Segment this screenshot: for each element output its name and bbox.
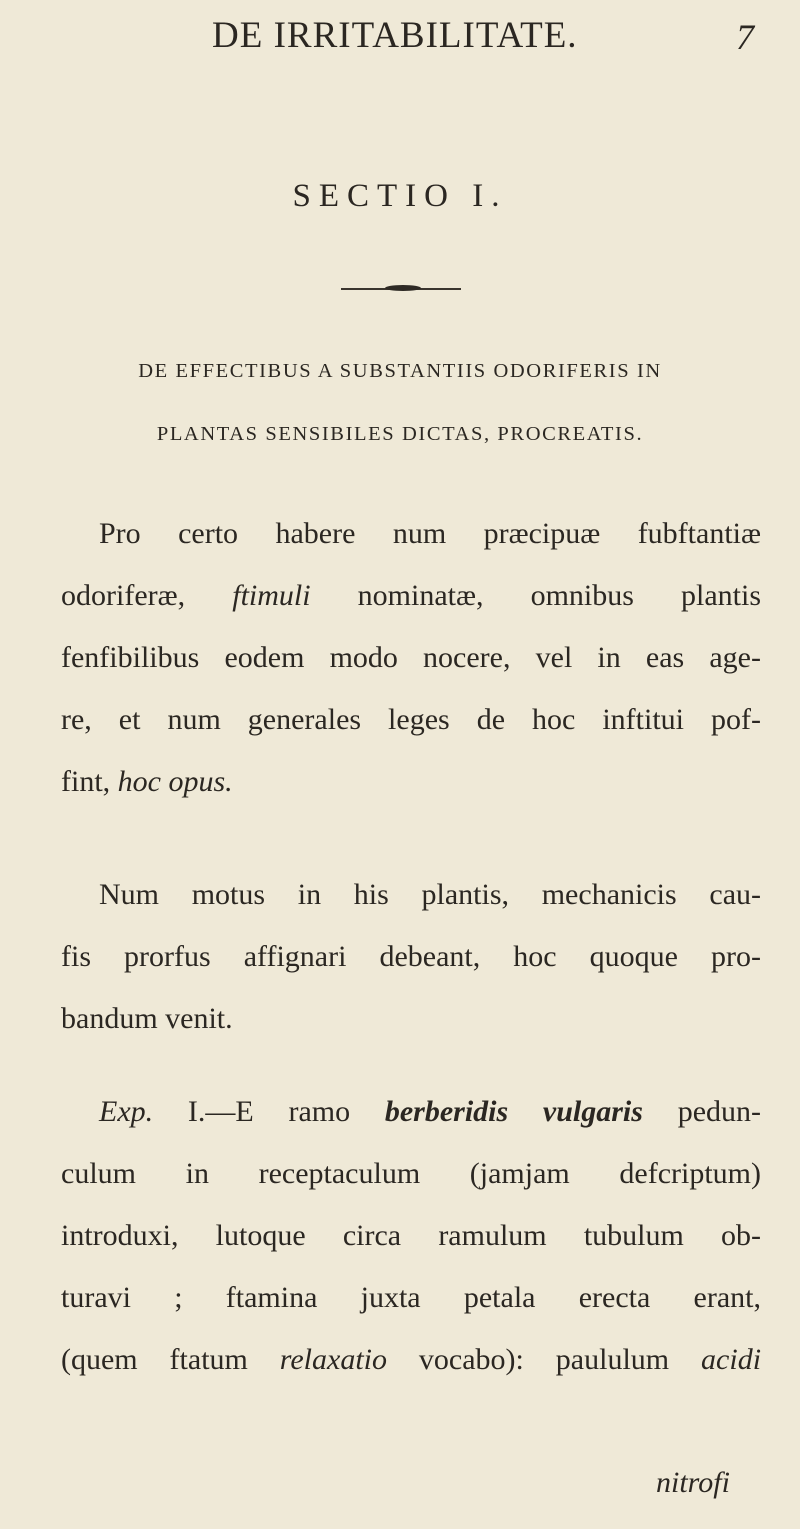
italic-term: berberidis vulgaris [384,1095,643,1128]
italic-term: relaxatio [279,1343,387,1376]
rule-swell [385,285,421,291]
paragraph-line: Pro certo habere num præcipuæ fubftantiæ [99,517,761,550]
section-title: SECTIO I. [292,178,508,214]
paragraph-line [61,751,761,813]
text-run: odoriferæ, [61,579,186,612]
paragraph-line [61,565,761,627]
text-run: nominatæ, omnibus plantis [357,579,762,612]
text-run: fint, [61,765,111,798]
catchword: nitrofi [656,1466,730,1499]
paragraph-line: fis prorfus affignari debeant, hoc quoque pro- [61,940,761,973]
paragraph-line: re, et num generales leges de hoc inftitui pof- [61,703,761,736]
running-title: DE IRRITABILITATE. [212,15,578,56]
italic-term: ftimuli [232,579,311,612]
section-subtitle-line-2: PLANTAS SENSIBILES DICTAS, PROCREATIS. [156,423,644,445]
paragraph-2 [61,864,761,1050]
paragraph-line: fenfibilibus eodem modo nocere, vel in eas age- [61,641,761,674]
paragraph-line [61,1329,761,1391]
text-run: (quem ftatum [61,1343,248,1376]
paragraph-3 [61,1081,761,1391]
text-run: vocabo): paululum [418,1343,670,1376]
italic-term: Exp. [99,1095,154,1128]
italic-term: acidi [701,1343,762,1376]
paragraph-line: culum in receptaculum (jamjam defcriptum) [61,1157,761,1190]
page-number: 7 [736,17,754,57]
paragraph-line: turavi ; ftamina juxta petala erecta erant, [61,1281,761,1314]
section-subtitle-line-1: DE EFFECTIBUS A SUBSTANTIIS ODORIFERIS IN [138,360,662,382]
paragraph-line: introduxi, lutoque circa ramulum tubulum ob- [61,1219,761,1252]
paragraph-line: Num motus in his plantis, mechanicis cau- [99,878,761,911]
running-head [0,8,800,58]
italic-term: hoc opus. [117,765,233,798]
text-run: pedun- [677,1095,761,1128]
text-run: I.—E ramo [187,1095,351,1128]
paragraph-line: bandum venit. [61,1002,233,1035]
paragraph-line [61,1081,761,1143]
paragraph-1 [61,503,761,813]
